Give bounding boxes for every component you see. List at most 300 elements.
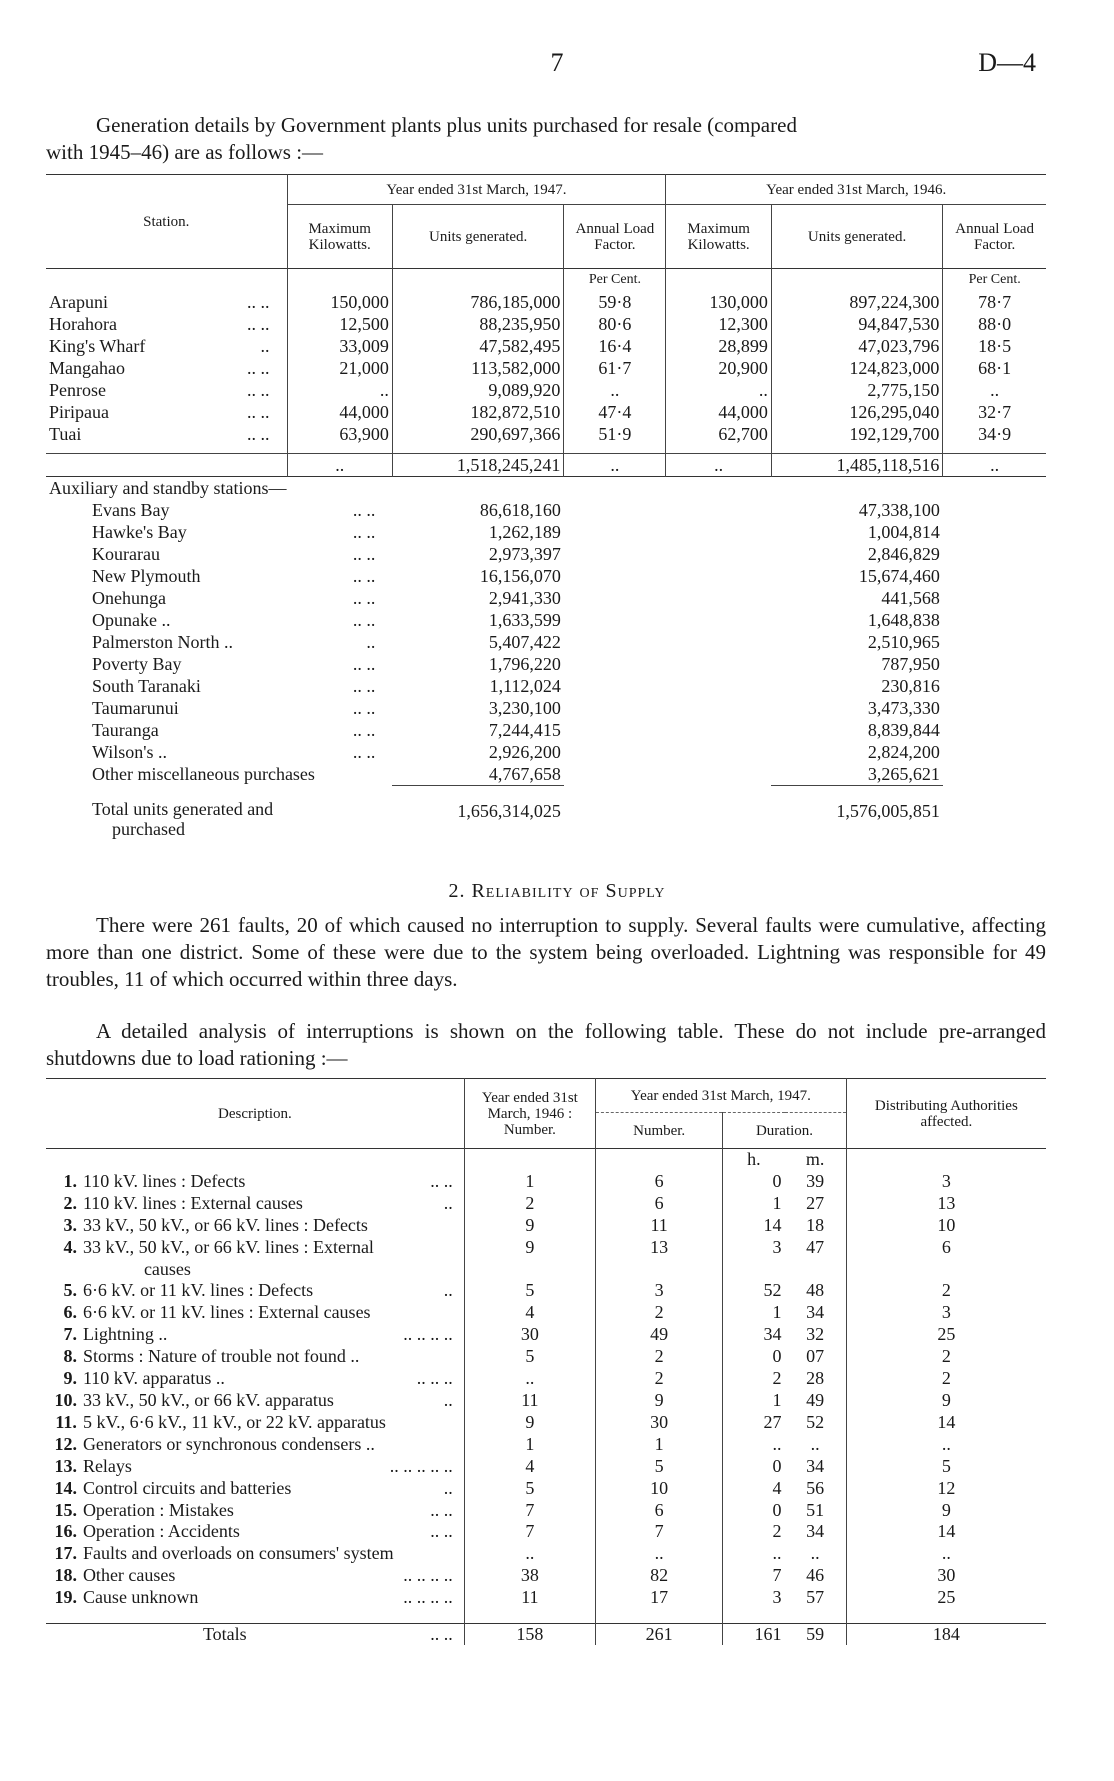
minutes-unit: m. <box>805 1149 825 1169</box>
subtotal-label-cell <box>46 453 287 476</box>
row-index: 9. <box>63 1368 77 1389</box>
units-header-1947: Units generated. <box>392 205 564 269</box>
totals-authorities: 184 <box>846 1623 1046 1645</box>
leader-dots: .. <box>443 1389 453 1410</box>
max-kw-1947: 33,009 <box>287 335 392 357</box>
subtotal-units-1946: 1,485,118,516 <box>771 453 943 476</box>
aux-row <box>46 521 1046 543</box>
fault-row <box>46 1478 1046 1500</box>
totals-1946: 158 <box>464 1623 595 1645</box>
table-row <box>46 423 1046 445</box>
max-kw-1947: .. <box>287 379 392 401</box>
table-row <box>46 313 1046 335</box>
aux-units-1946: 3,265,621 <box>867 763 940 784</box>
leader-dots: .. .. <box>352 653 376 674</box>
number-1947: 6 <box>596 1171 723 1193</box>
number-1946: 5 <box>464 1346 595 1368</box>
aux-station-name: Onehunga <box>92 587 166 608</box>
max-kw-1946: 62,700 <box>666 423 771 445</box>
number-1946: 5 <box>464 1280 595 1302</box>
load-factor-header-1946: Annual Load Factor. <box>943 205 1046 269</box>
fault-description-text: 6·6 kV. or 11 kV. lines : Defects <box>82 1280 314 1301</box>
units-1946: 94,847,530 <box>771 313 943 335</box>
fault-description <box>80 1346 464 1368</box>
authorities-affected: 3 <box>846 1171 1046 1193</box>
aux-station-cell <box>46 631 392 653</box>
aux-units-1947: 5,407,422 <box>488 631 561 652</box>
load-factor-1946: 68·1 <box>943 357 1046 379</box>
row-index: 4. <box>63 1236 77 1257</box>
section-title <box>0 880 1114 903</box>
duration-minutes: 27 <box>806 1192 825 1213</box>
per-cent-label-1947: Per Cent. <box>564 269 666 292</box>
fault-description-text: 33 kV., 50 kV., or 66 kV. lines : Defects <box>82 1214 368 1235</box>
fault-row <box>46 1565 1046 1587</box>
duration-hours: 1 <box>723 1302 785 1324</box>
aux-row <box>46 587 1046 609</box>
number-1947: 11 <box>596 1215 723 1237</box>
number-1946: .. <box>464 1543 595 1565</box>
station-name: Tuai <box>49 424 82 444</box>
duration-hours: 52 <box>723 1280 785 1302</box>
number-1946: 1 <box>464 1434 595 1456</box>
leader-dots: .. .. .. <box>416 1368 453 1389</box>
duration-minutes: 51 <box>806 1499 825 1520</box>
leader-dots: .. <box>366 631 376 652</box>
fault-description <box>80 1456 464 1478</box>
table-row <box>46 401 1046 423</box>
leader-dots: .. .. <box>430 1499 453 1520</box>
duration-minutes: 34 <box>806 1521 825 1542</box>
aux-units-1947: 2,973,397 <box>488 543 561 564</box>
fault-row <box>46 1390 1046 1412</box>
row-index: 15. <box>54 1499 77 1520</box>
table-row <box>46 335 1046 357</box>
leader-dots: .. .. .. .. .. <box>389 1455 453 1476</box>
duration-hours: 0 <box>723 1456 785 1478</box>
totals-hours: 161 <box>723 1623 785 1645</box>
row-index: 8. <box>63 1346 77 1367</box>
fault-description-text: 110 kV. lines : External causes <box>82 1192 303 1213</box>
aux-station-cell <box>46 653 392 675</box>
aux-row <box>46 763 1046 786</box>
leader-dots: .. .. <box>352 521 376 542</box>
max-kw-1946: 130,000 <box>666 291 771 313</box>
fault-description <box>80 1193 464 1215</box>
fault-description-text: 110 kV. apparatus .. <box>82 1368 225 1389</box>
aux-row <box>46 499 1046 521</box>
fault-row <box>46 1500 1046 1522</box>
fault-description <box>80 1237 464 1259</box>
aux-station-cell <box>46 675 392 697</box>
page-number: 7 <box>550 48 564 77</box>
subtotal-kw-1946: .. <box>666 453 771 476</box>
leader-dots: .. .. <box>352 675 376 696</box>
number-1946: 4 <box>464 1302 595 1324</box>
leader-dots: .. .. <box>352 543 376 564</box>
authorities-affected: 25 <box>846 1324 1046 1346</box>
total-units-1947: 1,656,314,025 <box>392 785 564 839</box>
duration-minutes: .. <box>810 1543 820 1564</box>
units-header-1946: Units generated. <box>771 205 943 269</box>
fault-row <box>46 1587 1046 1609</box>
number-1947: 1 <box>596 1434 723 1456</box>
leader-dots: .. .. <box>352 587 376 608</box>
fault-description-text: Lightning .. <box>82 1324 168 1345</box>
table-row <box>46 379 1046 401</box>
row-index: 19. <box>54 1587 77 1608</box>
aux-station-cell <box>46 719 392 741</box>
fault-row <box>46 1237 1046 1259</box>
table-row <box>46 357 1046 379</box>
duration-minutes: 52 <box>806 1411 825 1432</box>
load-factor-1947: 51·9 <box>564 423 666 445</box>
station-name: Arapuni <box>49 292 108 312</box>
authorities-affected: 25 <box>846 1587 1046 1609</box>
row-index: 2. <box>63 1192 77 1213</box>
row-index: 6. <box>63 1302 77 1323</box>
aux-station-name: Other miscellaneous purchases <box>92 763 315 784</box>
duration-minutes: 57 <box>806 1587 825 1608</box>
number-1946: 2 <box>464 1193 595 1215</box>
units-1947: 9,089,920 <box>392 379 564 401</box>
station-header: Station. <box>143 213 190 230</box>
number-1947: 2 <box>596 1368 723 1390</box>
intro-line-1: Generation details by Government plants plus units purchased for resale (compared <box>96 113 797 137</box>
aux-units-1946: 2,846,829 <box>867 543 940 564</box>
row-index: 1. <box>63 1170 77 1191</box>
aux-units-1946: 8,839,844 <box>867 719 940 740</box>
aux-station-name: South Taranaki <box>92 675 201 696</box>
units-1946: 897,224,300 <box>771 291 943 313</box>
leader-dots: .. .. <box>430 1521 453 1542</box>
duration-minutes: 07 <box>806 1346 825 1367</box>
aux-units-1946: 2,824,200 <box>867 741 940 762</box>
duration-minutes: 28 <box>806 1368 825 1389</box>
row-index: 10. <box>54 1389 77 1410</box>
aux-station-cell <box>46 741 392 763</box>
number-1946: 7 <box>464 1521 595 1543</box>
number-1946: .. <box>464 1368 595 1390</box>
fault-description <box>80 1434 464 1456</box>
aux-row <box>46 719 1046 741</box>
aux-row <box>46 741 1046 763</box>
aux-row <box>46 565 1046 587</box>
generation-table <box>46 174 1046 839</box>
fault-description-text: causes <box>143 1258 191 1279</box>
fault-row <box>46 1521 1046 1543</box>
duration-hours: 2 <box>723 1368 785 1390</box>
fault-description <box>80 1521 464 1543</box>
aux-station-name: New Plymouth <box>92 565 201 586</box>
fault-row <box>46 1412 1046 1434</box>
station-cell <box>46 401 287 423</box>
aux-units-1947: 3,230,100 <box>488 697 561 718</box>
max-kw-1946: 12,300 <box>666 313 771 335</box>
duration-minutes: 46 <box>806 1565 825 1586</box>
duration-hours: 34 <box>723 1324 785 1346</box>
fault-row <box>46 1456 1046 1478</box>
fault-row <box>46 1434 1046 1456</box>
fault-description-text: 5 kV., 6·6 kV., 11 kV., or 22 kV. apparatus <box>82 1411 386 1432</box>
row-index: 16. <box>54 1521 77 1542</box>
aux-units-1947: 1,796,220 <box>488 653 561 674</box>
aux-title-row <box>46 476 1046 499</box>
aux-title: Auxiliary and standby stations— <box>49 477 287 498</box>
intro-text <box>46 112 1046 166</box>
leader-dots: .. .. <box>352 741 376 762</box>
aux-units-1947: 2,926,200 <box>488 741 561 762</box>
aux-units-1947: 4,767,658 <box>488 763 561 784</box>
authorities-affected: 14 <box>846 1521 1046 1543</box>
duration-hours: 1 <box>723 1193 785 1215</box>
leader-dots: .. .. <box>247 314 270 334</box>
authorities-affected: 2 <box>846 1368 1046 1390</box>
fault-description <box>80 1565 464 1587</box>
fault-row <box>46 1171 1046 1193</box>
max-kw-1946: 28,899 <box>666 335 771 357</box>
units-1946: 126,295,040 <box>771 401 943 423</box>
authorities-affected: 9 <box>846 1390 1046 1412</box>
authorities-affected: 5 <box>846 1456 1046 1478</box>
aux-units-1946: 1,648,838 <box>867 609 940 630</box>
row-index: 5. <box>63 1280 77 1301</box>
totals-1947: 261 <box>596 1623 723 1645</box>
number-1946: 11 <box>464 1587 595 1609</box>
fault-description <box>80 1587 464 1609</box>
authorities-affected: 30 <box>846 1565 1046 1587</box>
fault-row <box>46 1259 1046 1281</box>
fault-description-text: Control circuits and batteries <box>82 1477 292 1498</box>
aux-station-cell <box>46 521 392 543</box>
fault-description <box>80 1280 464 1302</box>
row-index: 14. <box>54 1477 77 1498</box>
duration-minutes: 34 <box>806 1302 825 1323</box>
duration-minutes <box>785 1259 847 1281</box>
description-header: Description. <box>218 1105 292 1122</box>
units-1947: 47,582,495 <box>392 335 564 357</box>
leader-dots: .. .. <box>247 292 270 312</box>
fault-description-text: 33 kV., 50 kV., or 66 kV. apparatus <box>82 1389 334 1410</box>
fault-description-text: Relays <box>82 1455 132 1476</box>
subtotal-units-1947: 1,518,245,241 <box>392 453 564 476</box>
fault-description-text: 33 kV., 50 kV., or 66 kV. lines : External <box>82 1236 374 1257</box>
number-1947: 6 <box>596 1193 723 1215</box>
aux-station-name: Opunake .. <box>92 609 171 630</box>
max-kw-1947: 150,000 <box>287 291 392 313</box>
leader-dots: .. .. <box>352 609 376 630</box>
aux-units-1946: 441,568 <box>881 587 940 608</box>
number-1946: 9 <box>464 1237 595 1259</box>
duration-minutes: 39 <box>806 1170 825 1191</box>
load-factor-1947: .. <box>564 379 666 401</box>
fault-description-text: Faults and overloads on consumers' system <box>82 1543 394 1564</box>
totals-minutes: 59 <box>806 1623 825 1644</box>
authorities-header: Distributing Authorities affected. <box>846 1079 1046 1149</box>
leader-dots: .. <box>443 1477 453 1498</box>
leader-dots: .. <box>443 1280 453 1301</box>
row-index: 3. <box>63 1214 77 1235</box>
fault-description <box>80 1215 464 1237</box>
fault-description-text: Storms : Nature of trouble not found .. <box>82 1346 360 1367</box>
aux-units-1946: 230,816 <box>881 675 940 696</box>
number-1947: 2 <box>596 1302 723 1324</box>
aux-station-cell <box>46 543 392 565</box>
aux-units-1947: 1,112,024 <box>489 675 561 696</box>
authorities-affected: 6 <box>846 1237 1046 1259</box>
number-1947: 3 <box>596 1280 723 1302</box>
station-name: Penrose <box>49 380 106 400</box>
station-cell <box>46 423 287 445</box>
aux-station-name: Wilson's .. <box>92 741 168 762</box>
section-number: 2. <box>448 880 466 902</box>
aux-units-1946: 3,473,330 <box>867 697 940 718</box>
duration-minutes: 56 <box>806 1477 825 1498</box>
number-1946: 38 <box>464 1565 595 1587</box>
fault-description-text: Operation : Accidents <box>82 1521 240 1542</box>
fault-description <box>80 1259 464 1281</box>
fault-description <box>80 1324 464 1346</box>
year-1947-group-header: Year ended 31st March, 1947. <box>596 1079 847 1113</box>
fault-description <box>80 1543 464 1565</box>
authorities-affected: 12 <box>846 1478 1046 1500</box>
authorities-affected: .. <box>846 1543 1046 1565</box>
load-factor-1946: 32·7 <box>943 401 1046 423</box>
station-cell <box>46 357 287 379</box>
leader-dots: .. .. <box>352 499 376 520</box>
aux-row <box>46 675 1046 697</box>
row-index: 12. <box>54 1433 77 1454</box>
number-1947: .. <box>596 1543 723 1565</box>
fault-description <box>80 1302 464 1324</box>
aux-station-cell <box>46 763 392 786</box>
aux-units-1946: 15,674,460 <box>858 565 940 586</box>
duration-minutes: 34 <box>806 1455 825 1476</box>
duration-hours: 0 <box>723 1171 785 1193</box>
aux-station-cell <box>46 499 392 521</box>
station-cell <box>46 291 287 313</box>
fault-description <box>80 1478 464 1500</box>
fault-row <box>46 1215 1046 1237</box>
duration-minutes: 48 <box>806 1280 825 1301</box>
page-reference: D—4 <box>978 48 1036 77</box>
duration-hours: 3 <box>723 1237 785 1259</box>
units-1946: 2,775,150 <box>771 379 943 401</box>
number-1946: 1 <box>464 1171 595 1193</box>
leader-dots: .. .. <box>352 697 376 718</box>
fault-description <box>80 1171 464 1193</box>
row-index: 18. <box>54 1565 77 1586</box>
number-1946: 9 <box>464 1412 595 1434</box>
fault-description <box>80 1390 464 1412</box>
duration-minutes: .. <box>810 1433 820 1454</box>
row-index: 13. <box>54 1455 77 1476</box>
units-1947: 113,582,000 <box>392 357 564 379</box>
fault-description <box>80 1500 464 1522</box>
number-1947: 9 <box>596 1390 723 1412</box>
fault-description <box>80 1412 464 1434</box>
aux-station-name: Taumarunui <box>92 697 179 718</box>
row-index: 11. <box>55 1411 77 1432</box>
number-1946: 9 <box>464 1215 595 1237</box>
year-1947-number-header: Number. <box>596 1113 723 1149</box>
authorities-affected: 9 <box>846 1500 1046 1522</box>
number-1947: 2 <box>596 1346 723 1368</box>
aux-row <box>46 697 1046 719</box>
number-1946: 11 <box>464 1390 595 1412</box>
authorities-affected: 2 <box>846 1346 1046 1368</box>
authorities-affected <box>846 1259 1046 1281</box>
max-kw-header-1946: Maximum Kilowatts. <box>666 205 771 269</box>
number-1946: 4 <box>464 1456 595 1478</box>
duration-hours: 2 <box>723 1521 785 1543</box>
fault-description-text: Other causes <box>82 1565 176 1586</box>
units-1947: 786,185,000 <box>392 291 564 313</box>
max-kw-1947: 44,000 <box>287 401 392 423</box>
aux-station-name: Evans Bay <box>92 499 170 520</box>
total-label-1: Total units generated and <box>92 799 274 819</box>
duration-minutes: 47 <box>806 1236 825 1257</box>
subtotal-row <box>46 453 1046 476</box>
load-factor-1947: 16·4 <box>564 335 666 357</box>
aux-station-name: Poverty Bay <box>92 653 182 674</box>
authorities-affected: 14 <box>846 1412 1046 1434</box>
load-factor-1947: 61·7 <box>564 357 666 379</box>
units-1946: 124,823,000 <box>771 357 943 379</box>
duration-hours: 7 <box>723 1565 785 1587</box>
interruptions-table <box>46 1078 1046 1645</box>
max-kw-1946: 20,900 <box>666 357 771 379</box>
aux-station-cell <box>46 609 392 631</box>
duration-minutes: 18 <box>806 1214 825 1235</box>
subtotal-lf-1946: .. <box>943 453 1046 476</box>
number-1947 <box>596 1259 723 1281</box>
fault-description-text: 110 kV. lines : Defects <box>82 1170 246 1191</box>
aux-units-1946: 1,004,814 <box>867 521 940 542</box>
totals-row <box>46 1623 1046 1645</box>
aux-units-1947: 16,156,070 <box>479 565 561 586</box>
station-cell <box>46 335 287 357</box>
total-row <box>46 785 1046 839</box>
row-index <box>46 1259 80 1281</box>
duration-hours: 0 <box>723 1500 785 1522</box>
leader-dots: .. .. .. .. <box>403 1565 453 1586</box>
number-1947: 13 <box>596 1237 723 1259</box>
load-factor-1947: 47·4 <box>564 401 666 423</box>
station-cell <box>46 379 287 401</box>
leader-dots: .. <box>260 336 270 356</box>
aux-station-name: Palmerston North .. <box>92 631 233 652</box>
aux-units-1946: 787,950 <box>881 653 940 674</box>
aux-station-name: Kourarau <box>92 543 160 564</box>
leader-dots: .. .. <box>247 402 270 422</box>
authorities-affected: 13 <box>846 1193 1046 1215</box>
totals-label: Totals <box>202 1623 247 1644</box>
duration-header: Duration. <box>723 1113 846 1149</box>
authorities-affected: .. <box>846 1434 1046 1456</box>
load-factor-1946: 88·0 <box>943 313 1046 335</box>
load-factor-1946: 78·7 <box>943 291 1046 313</box>
subtotal-kw-1947: .. <box>287 453 392 476</box>
aux-units-1947: 1,262,189 <box>488 521 561 542</box>
duration-hours: .. <box>723 1434 785 1456</box>
leader-dots: .. .. <box>247 380 270 400</box>
leader-dots: .. <box>443 1192 453 1213</box>
duration-hours <box>723 1259 785 1281</box>
leader-dots: .. .. <box>352 565 376 586</box>
station-name: Mangahao <box>49 358 125 378</box>
per-cent-label-1946: Per Cent. <box>943 269 1046 292</box>
